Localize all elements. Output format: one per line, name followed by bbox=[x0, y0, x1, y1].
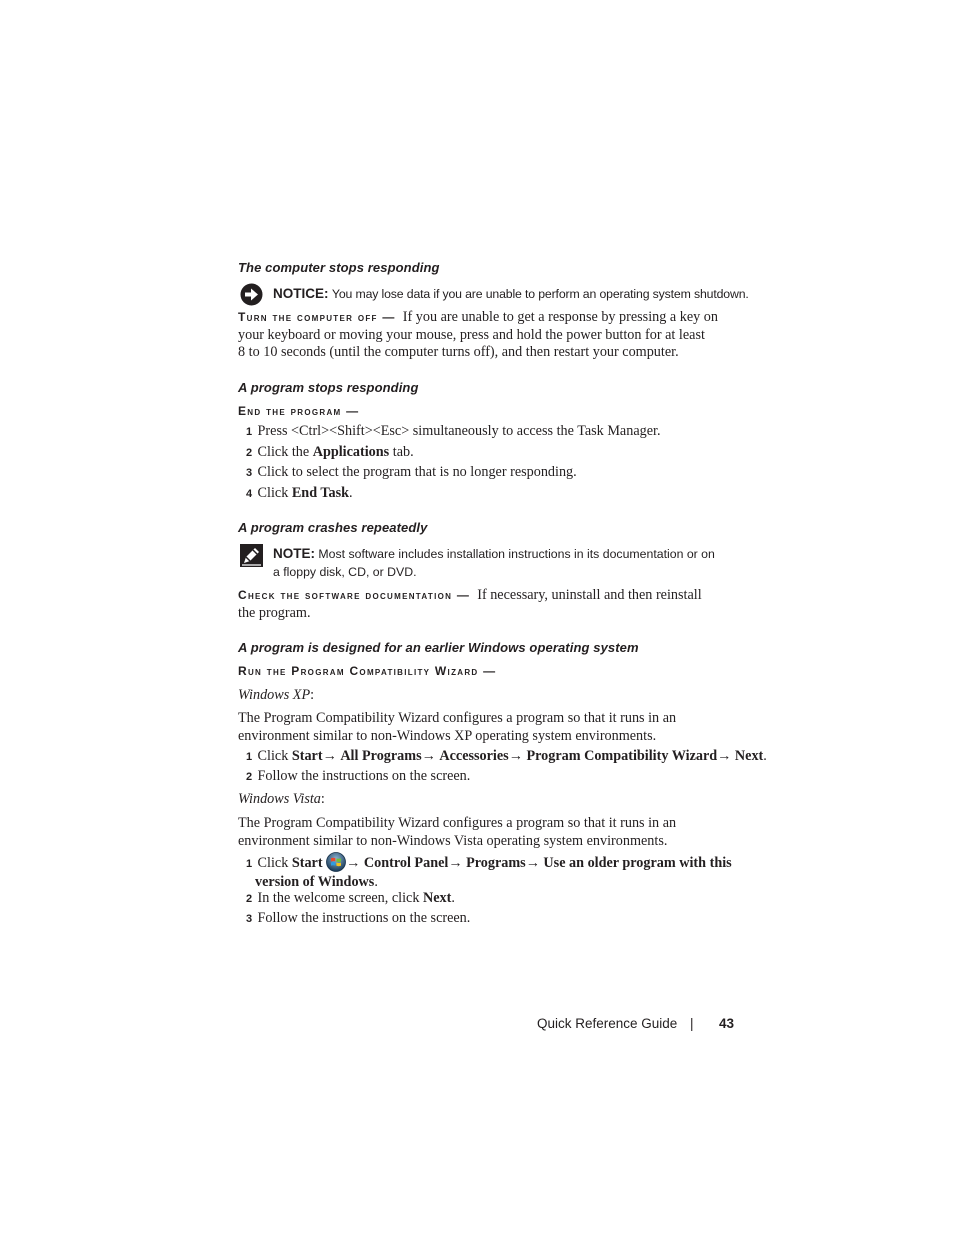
xp-description bbox=[238, 710, 738, 745]
end-task-ref: End Task bbox=[291, 484, 350, 501]
start-ref: Start bbox=[291, 855, 323, 871]
accessories-ref: Accessories bbox=[439, 748, 509, 764]
notice-icon bbox=[240, 283, 263, 311]
step-number: 4 bbox=[246, 487, 253, 500]
step-number: 3 bbox=[246, 913, 253, 925]
check-docs-label: Check the software documentation — bbox=[238, 588, 471, 602]
applications-tab-ref: Applications bbox=[312, 443, 390, 460]
check-docs-paragraph bbox=[238, 587, 738, 622]
vista-desc-line-1: The Program Compatibility Wizard configures a program so that it runs in an bbox=[238, 815, 677, 831]
version-of-windows-ref: version of Windows bbox=[255, 873, 375, 890]
compat-wizard-label: Run the Program Compatibility Wizard — bbox=[238, 664, 497, 678]
step-text: Follow the instructions on the screen. bbox=[257, 910, 471, 926]
list-item bbox=[246, 464, 661, 485]
step-number: 2 bbox=[246, 446, 253, 459]
step-text: tab. bbox=[392, 443, 414, 460]
heading-program-crashes: A program crashes repeatedly bbox=[238, 520, 428, 535]
arrow: → bbox=[448, 855, 463, 871]
step-text: Click the bbox=[257, 443, 310, 460]
footer-title: Quick Reference Guide bbox=[537, 1016, 678, 1031]
programs-ref: Programs bbox=[466, 855, 526, 871]
end-program-label: End the program — bbox=[238, 404, 360, 418]
windows-vista-label bbox=[238, 791, 325, 809]
arrow: → bbox=[508, 748, 523, 764]
step-text: In the welcome screen, click bbox=[257, 890, 420, 906]
xp-desc-line-2: environment similar to non-Windows XP operating system environments. bbox=[238, 727, 657, 744]
step-number: 1 bbox=[246, 426, 253, 438]
list-item bbox=[246, 444, 661, 465]
notice-label: NOTICE: bbox=[273, 286, 329, 301]
step-text: Follow the instructions on the screen. bbox=[257, 768, 471, 784]
step-text: Click bbox=[257, 748, 289, 764]
check-docs-text-2: the program. bbox=[238, 604, 311, 621]
notice-text: You may lose data if you are unable to perform an operating system shutdown. bbox=[331, 287, 749, 301]
arrow: → bbox=[322, 748, 337, 764]
list-item bbox=[246, 910, 470, 929]
check-docs-text-1: If necessary, uninstall and then reinstall bbox=[477, 587, 702, 603]
all-programs-ref: All Programs bbox=[340, 748, 422, 764]
windows-xp-label bbox=[238, 687, 314, 705]
arrow: → bbox=[717, 748, 732, 764]
list-item bbox=[246, 485, 661, 506]
step-text: Click to select the program that is no longer responding. bbox=[257, 464, 577, 480]
vista-description bbox=[238, 815, 738, 850]
turn-off-label: Turn the computer off — bbox=[238, 310, 396, 324]
xp-colon: : bbox=[310, 687, 315, 703]
list-item bbox=[246, 852, 732, 891]
turn-off-text-1: If you are unable to get a response by pressing a key on bbox=[402, 309, 718, 325]
list-item bbox=[246, 768, 470, 787]
step-text: . bbox=[349, 484, 353, 501]
vista-desc-line-2: environment similar to non-Windows Vista operating system environments. bbox=[238, 832, 668, 849]
period: . bbox=[374, 873, 378, 890]
start-ref: Start bbox=[291, 748, 323, 764]
list-item bbox=[246, 423, 661, 444]
step-number: 3 bbox=[246, 467, 253, 479]
end-program-steps bbox=[246, 423, 661, 505]
turn-off-text-2: your keyboard or moving your mouse, press and hold the power button for at least bbox=[238, 326, 705, 343]
arrow: → bbox=[346, 855, 361, 871]
note-text-2: a floppy disk, CD, or DVD. bbox=[273, 565, 417, 579]
step-text: Press <Ctrl><Shift><Esc> simultaneously to access the Task Manager. bbox=[257, 423, 661, 439]
next-ref: Next bbox=[734, 748, 764, 764]
heading-program-stops-responding: A program stops responding bbox=[238, 380, 419, 395]
windows-start-orb-icon bbox=[326, 852, 346, 872]
next-ref: Next bbox=[423, 890, 452, 906]
page-number: 43 bbox=[719, 1016, 735, 1031]
step-text: Click bbox=[257, 484, 289, 501]
note-text-block bbox=[273, 545, 743, 581]
step-number: 2 bbox=[246, 893, 253, 905]
step-number: 1 bbox=[246, 751, 253, 763]
list-item bbox=[246, 890, 455, 909]
vista-colon: : bbox=[320, 791, 325, 807]
use-older-program-ref: Use an older program with this bbox=[543, 855, 732, 871]
period: . bbox=[451, 890, 455, 906]
period: . bbox=[763, 748, 767, 764]
note-icon bbox=[240, 544, 263, 572]
xp-label-text: Windows XP bbox=[238, 687, 311, 703]
turn-off-text-3: 8 to 10 seconds (until the computer turns off), and then restart your computer. bbox=[238, 344, 679, 360]
turn-off-paragraph bbox=[238, 309, 738, 362]
compat-wizard-ref: Program Compatibility Wizard bbox=[526, 748, 718, 764]
heading-earlier-windows: A program is designed for an earlier Windows operating system bbox=[238, 640, 639, 655]
step-number: 2 bbox=[246, 771, 253, 783]
list-item bbox=[246, 748, 767, 767]
arrow: → bbox=[421, 748, 436, 764]
footer-separator: | bbox=[690, 1016, 694, 1031]
notice-text-block bbox=[273, 285, 749, 303]
note-label: NOTE: bbox=[273, 546, 315, 561]
vista-label-text: Windows Vista bbox=[238, 791, 321, 807]
heading-computer-stops-responding: The computer stops responding bbox=[238, 260, 440, 275]
step-text: Click bbox=[257, 855, 289, 871]
step-number: 1 bbox=[246, 858, 253, 870]
note-text-1: Most software includes installation instructions in its documentation or on bbox=[318, 547, 715, 561]
control-panel-ref: Control Panel bbox=[363, 855, 449, 871]
arrow: → bbox=[525, 855, 540, 871]
xp-desc-line-1: The Program Compatibility Wizard configures a program so that it runs in an bbox=[238, 710, 677, 726]
